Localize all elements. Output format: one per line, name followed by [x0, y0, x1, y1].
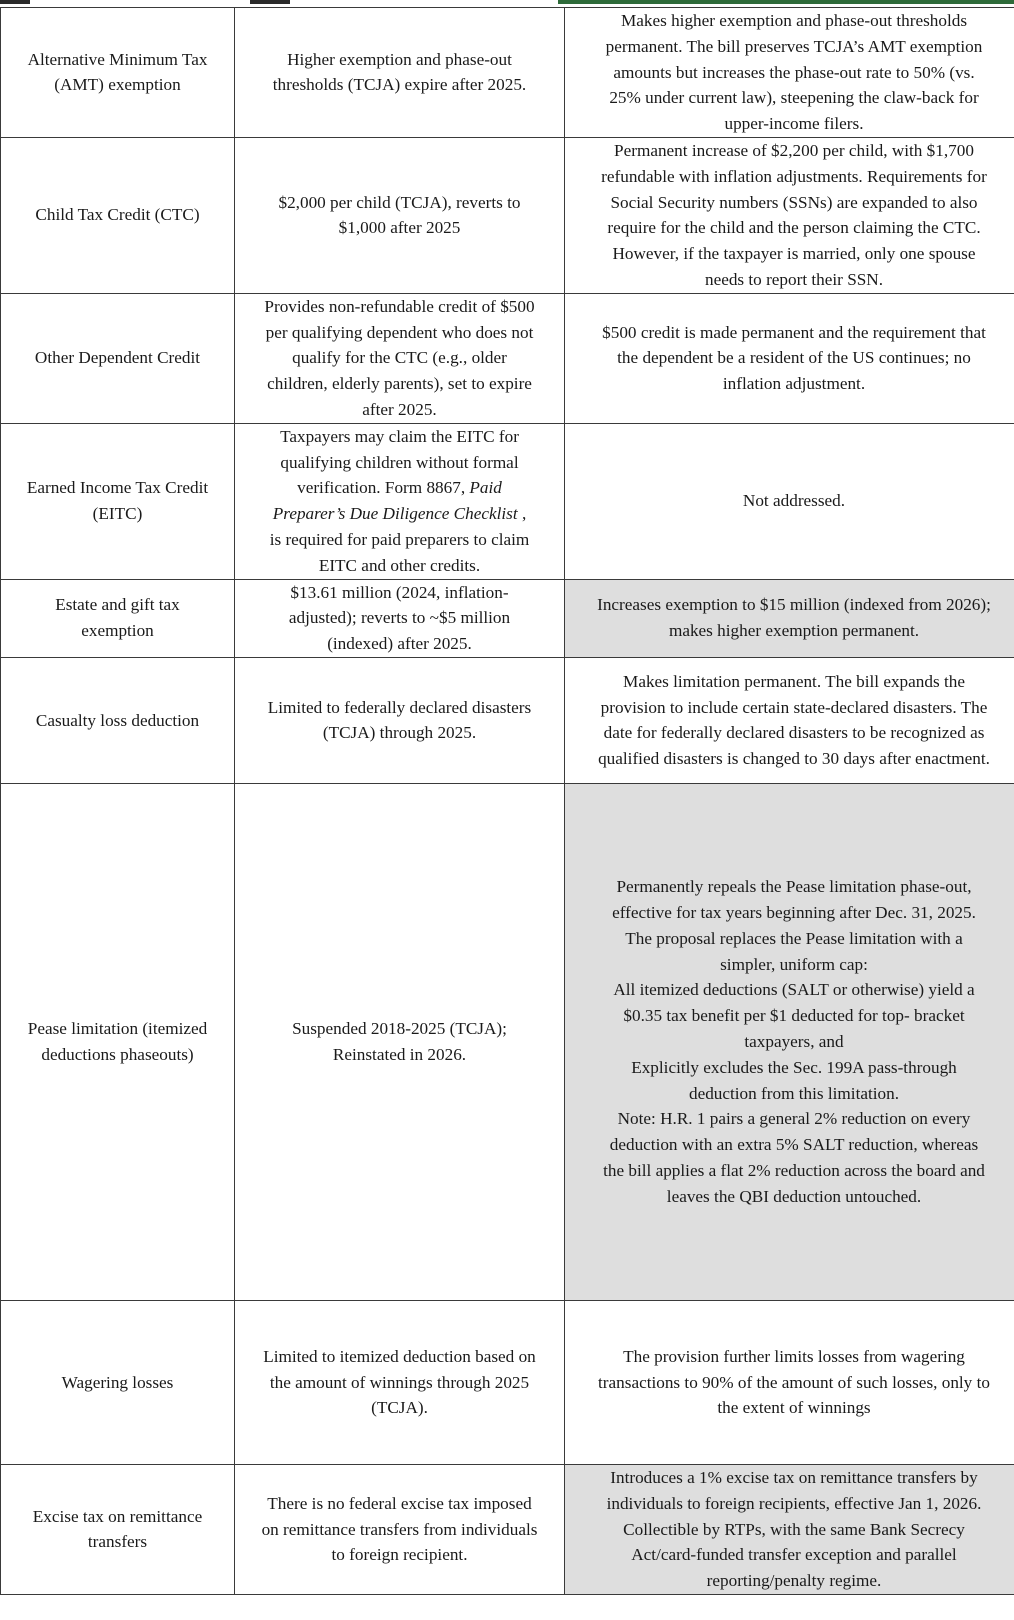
cell-text-line: Taxpayers may claim the EITC for	[280, 426, 519, 446]
cell-text-line: There is no federal excise tax imposed	[267, 1493, 532, 1513]
cell-text-line: makes higher exemption permanent.	[668, 621, 920, 641]
cell-text-line: Casualty loss deduction	[35, 710, 200, 730]
bill-change-cell	[565, 579, 1014, 657]
provision-cell	[1, 657, 235, 783]
cell-text-line: deductions phaseouts)	[41, 1044, 194, 1064]
cell-text-line: $2,000 per child (TCJA), reverts to	[278, 192, 521, 212]
current-law-cell	[235, 423, 565, 579]
cell-text-line: Social Security numbers (SSNs) are expanded to also	[610, 192, 978, 212]
cell-text-line: adjusted); reverts to ~$5 million	[288, 608, 511, 628]
cell-text-line: $500 credit is made permanent and the requirement that	[602, 322, 986, 342]
cell-text-line: Makes higher exemption and phase-out thresholds	[620, 11, 968, 30]
table-row	[1, 579, 1014, 657]
provision-cell	[1, 137, 235, 293]
cell-text-line: refundable with inflation adjustments. Requirements for	[601, 166, 987, 186]
cell-text-line: Explicitly excludes the Sec. 199A pass-through	[631, 1057, 957, 1077]
cell-text-line: to foreign recipient.	[331, 1545, 468, 1565]
cell-text-line: Provides non-refundable credit of $500	[264, 296, 535, 316]
cell-text-line: Limited to federally declared disasters	[267, 697, 532, 717]
cell-text-line: (TCJA) through 2025.	[322, 723, 477, 743]
table-row	[1, 1300, 1014, 1464]
cell-text-line: Other Dependent Credit	[34, 348, 201, 368]
bill-change-cell	[565, 657, 1014, 783]
cell-text-line: transfers	[87, 1532, 148, 1552]
provision-cell	[1, 579, 235, 657]
provision-cell	[1, 1464, 235, 1594]
comparison-table	[0, 7, 1014, 1595]
cell-text-line: verification. Form 8867, Paid	[297, 478, 502, 498]
cell-text-line: reporting/penalty regime.	[706, 1571, 882, 1591]
current-law-cell	[235, 8, 565, 138]
current-law-cell	[235, 579, 565, 657]
cell-text-line: Limited to itemized deduction based on	[263, 1346, 536, 1366]
cell-text-line: provision to include certain state-declared disasters. The	[600, 697, 988, 717]
cell-text-line: require for the child and the person claiming the CTC.	[607, 218, 981, 238]
current-law-cell	[235, 657, 565, 783]
cell-text-line: Note: H.R. 1 pairs a general 2% reduction on every	[617, 1109, 971, 1129]
cell-text-line: permanent. The bill preserves TCJA’s AMT exemption	[605, 36, 983, 56]
cell-text-line: (AMT) exemption	[54, 75, 181, 95]
cell-text-line: Act/card-funded transfer exception and parallel	[631, 1545, 957, 1565]
cell-text-line: is required for paid preparers to claim	[269, 529, 530, 549]
cell-text-line: effective for tax years beginning after Dec. 31, 2025.	[612, 903, 976, 923]
cell-text-line: Earned Income Tax Credit	[26, 478, 209, 498]
cell-text-line: (EITC)	[92, 504, 143, 524]
cell-text-line: deduction with an extra 5% SALT reduction, whereas	[609, 1135, 979, 1155]
cell-text-line: thresholds (TCJA) expire after 2025.	[272, 75, 527, 95]
cell-text-line: Higher exemption and phase-out	[287, 49, 512, 69]
cell-text-line: qualified disasters is changed to 30 days after enactment.	[598, 749, 990, 769]
cell-text-line: EITC and other credits.	[318, 555, 481, 575]
bill-change-cell	[565, 783, 1014, 1300]
table-header-edge	[0, 0, 1014, 7]
cell-text-line: after 2025.	[362, 399, 437, 419]
table-row	[1, 293, 1014, 423]
cell-text-line: 25% under current law), steepening the claw-back for	[609, 88, 979, 108]
cell-text-line: Child Tax Credit (CTC)	[35, 205, 200, 225]
table-row	[1, 1464, 1014, 1594]
cell-text-line: qualifying children without formal	[280, 452, 519, 472]
cell-text-line: children, elderly parents), set to expire	[267, 374, 532, 394]
cell-text-line: needs to report their SSN.	[704, 269, 884, 289]
cell-text-line: All itemized deductions (SALT or otherwise) yield a	[613, 980, 975, 1000]
cell-text-line: exemption	[81, 621, 154, 641]
cell-text-line: Not addressed.	[742, 491, 846, 511]
cell-text-line: Collectible by RTPs, with the same Bank Secrecy	[623, 1519, 965, 1539]
table-row	[1, 423, 1014, 579]
cell-text-line: Excise tax on remittance	[32, 1506, 203, 1526]
current-law-cell	[235, 293, 565, 423]
cell-text-line: leaves the QBI deduction untouched.	[666, 1186, 922, 1206]
table-row	[1, 783, 1014, 1300]
current-law-cell	[235, 783, 565, 1300]
cell-text-line: per qualifying dependent who does not	[265, 322, 534, 342]
cell-text-line: Alternative Minimum Tax	[27, 49, 208, 69]
table-row	[1, 8, 1014, 138]
current-law-cell	[235, 137, 565, 293]
cell-text-line: The proposal replaces the Pease limitation with a	[625, 928, 963, 948]
cell-text-line: individuals to foreign recipients, effective Jan 1, 2026.	[606, 1493, 982, 1513]
cell-text-line: The provision further limits losses from wagering	[623, 1346, 965, 1366]
current-law-cell	[235, 1464, 565, 1594]
bill-change-cell	[565, 137, 1014, 293]
cell-text-line: date for federally declared disasters to be recognized as	[603, 723, 985, 743]
cell-text-line: Pease limitation (itemized	[27, 1019, 208, 1039]
cell-text-line: inflation adjustment.	[722, 374, 866, 394]
table-row	[1, 657, 1014, 783]
cell-text-line: $1,000 after 2025	[338, 218, 461, 238]
bill-change-cell	[565, 293, 1014, 423]
cell-text-line: (indexed) after 2025.	[327, 634, 472, 654]
cell-text-line: Reinstated in 2026.	[332, 1044, 467, 1064]
provision-cell	[1, 1300, 235, 1464]
cell-text-line: Permanent increase of $2,200 per child, with $1,700	[614, 140, 974, 160]
cell-text-line: taxpayers, and	[744, 1032, 844, 1052]
provision-cell	[1, 293, 235, 423]
cell-text-line: upper-income filers.	[724, 114, 864, 134]
cell-text-line: Makes limitation permanent. The bill expands the	[623, 671, 965, 691]
cell-text-line: amounts but increases the phase-out rate to 50% (vs.	[613, 62, 975, 82]
cell-text-line: $13.61 million (2024, inflation-	[290, 582, 509, 602]
cell-text-line: Introduces a 1% excise tax on remittance transfers by	[610, 1467, 978, 1487]
cell-text-line: qualify for the CTC (e.g., older	[292, 348, 507, 368]
cell-text-line: on remittance transfers from individuals	[261, 1519, 538, 1539]
bill-change-cell	[565, 8, 1014, 138]
cell-text-line: Estate and gift tax	[55, 595, 180, 615]
cell-text-line: deduction from this limitation.	[688, 1083, 900, 1103]
bill-change-cell	[565, 423, 1014, 579]
provision-cell	[1, 423, 235, 579]
cell-text-line: the bill applies a flat 2% reduction across the board and	[603, 1161, 985, 1180]
bill-change-cell	[565, 1464, 1014, 1594]
bill-change-cell	[565, 1300, 1014, 1464]
table-row	[1, 137, 1014, 293]
cell-text-line: the dependent be a resident of the US continues; no	[617, 348, 971, 368]
provision-cell	[1, 8, 235, 138]
cell-text-line: Increases exemption to $15 million (indexed from 2026);	[597, 595, 991, 615]
cell-text-line: Preparer’s Due Diligence Checklist ,	[272, 504, 527, 524]
cell-text-line: Wagering losses	[61, 1372, 174, 1392]
cell-text-line: Suspended 2018-2025 (TCJA);	[292, 1019, 507, 1039]
current-law-cell	[235, 1300, 565, 1464]
cell-text-line: (TCJA).	[371, 1398, 428, 1418]
cell-text-line: the extent of winnings	[717, 1398, 871, 1418]
cell-text-line: transactions to 90% of the amount of such losses, only to	[598, 1372, 990, 1392]
cell-text-line: the amount of winnings through 2025	[269, 1372, 530, 1392]
cell-text-line: Permanently repeals the Pease limitation phase-out,	[616, 877, 972, 897]
provision-cell	[1, 783, 235, 1300]
cell-text-line: However, if the taxpayer is married, only one spouse	[612, 244, 976, 264]
cell-text-line: simpler, uniform cap:	[720, 954, 868, 974]
cell-text-line: $0.35 tax benefit per $1 deducted for top- bracket	[623, 1006, 965, 1026]
